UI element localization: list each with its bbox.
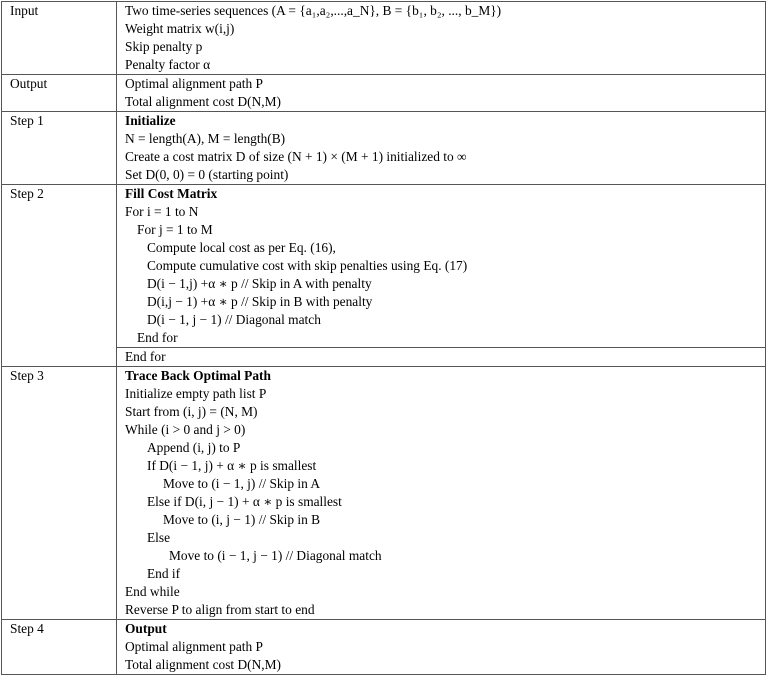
row-content — [117, 367, 766, 620]
table-row-output — [2, 75, 766, 112]
step-heading: Fill Cost Matrix — [125, 186, 218, 201]
row-content — [117, 112, 766, 185]
table-row-input — [2, 2, 766, 75]
content-line: Append (i, j) to P — [147, 440, 241, 455]
content-line: Total alignment cost D(N,M) — [125, 657, 281, 672]
content-line: Else — [147, 530, 171, 545]
row-label: Step 3 — [2, 367, 117, 620]
step-heading: Output — [125, 621, 167, 636]
content-line: While (i > 0 and j > 0) — [125, 422, 246, 437]
content-line: End if — [147, 566, 181, 581]
algorithm-table — [1, 1, 766, 675]
table-row-step-1 — [2, 112, 766, 185]
row-content — [117, 620, 766, 675]
content-line: Move to (i − 1, j − 1) // Diagonal match — [169, 548, 382, 563]
content-line: D(i,j − 1) +α ∗ p // Skip in B with penalty — [147, 294, 373, 309]
content-line: Optimal alignment path P — [125, 76, 263, 91]
table-row-step-4 — [2, 620, 766, 675]
row-content — [117, 2, 766, 75]
row-label: Step 1 — [2, 112, 117, 185]
content-line: N = length(A), M = length(B) — [125, 131, 286, 146]
row-content — [117, 348, 766, 367]
content-line: D(i − 1,j) +α ∗ p // Skip in A with penalty — [147, 276, 372, 291]
row-label: Step 2 — [2, 185, 117, 367]
content-line: Start from (i, j) = (N, M) — [125, 404, 258, 419]
content-line: Create a cost matrix D of size (N + 1) × (M + 1) initialized to ∞ — [125, 149, 467, 164]
content-line: Weight matrix w(i,j) — [125, 21, 235, 36]
content-line: For i = 1 to N — [125, 204, 199, 219]
content-line: Else if D(i, j − 1) + α ∗ p is smallest — [147, 494, 342, 509]
table-row-step-3 — [2, 367, 766, 620]
step-heading: Trace Back Optimal Path — [125, 368, 271, 383]
content-line: End while — [125, 584, 180, 599]
step-heading: Initialize — [125, 113, 176, 128]
row-content — [117, 185, 766, 348]
content-line: Compute cumulative cost with skip penalties using Eq. (17) — [147, 258, 468, 273]
content-line: If D(i − 1, j) + α ∗ p is smallest — [147, 458, 317, 473]
content-line: End for — [137, 330, 178, 345]
content-line: Total alignment cost D(N,M) — [125, 94, 281, 109]
table-row-step-2 — [2, 185, 766, 348]
content-line: Skip penalty p — [125, 39, 203, 54]
content-line: D(i − 1, j − 1) // Diagonal match — [147, 312, 321, 327]
content-line: Move to (i, j − 1) // Skip in B — [163, 512, 321, 527]
row-label: Step 4 — [2, 620, 117, 675]
content-line: For j = 1 to M — [137, 222, 213, 237]
content-line: Initialize empty path list P — [125, 386, 267, 401]
content-line: Compute local cost as per Eq. (16), — [147, 240, 336, 255]
content-line: Optimal alignment path P — [125, 639, 263, 654]
content-line: Reverse P to align from start to end — [125, 602, 315, 617]
row-content — [117, 75, 766, 112]
row-label: Output — [2, 75, 117, 112]
row-label: Input — [2, 2, 117, 75]
content-line: Set D(0, 0) = 0 (starting point) — [125, 167, 289, 182]
content-line: Two time-series sequences (A = {a₁,a₂,...,a_N}, B = {b₁, b₂, ..., b_M}) — [125, 3, 502, 18]
content-line: Penalty factor α — [125, 57, 211, 72]
content-line: Move to (i − 1, j) // Skip in A — [163, 476, 321, 491]
content-line: End for — [125, 349, 166, 364]
table-row-step-2-end — [2, 348, 766, 367]
